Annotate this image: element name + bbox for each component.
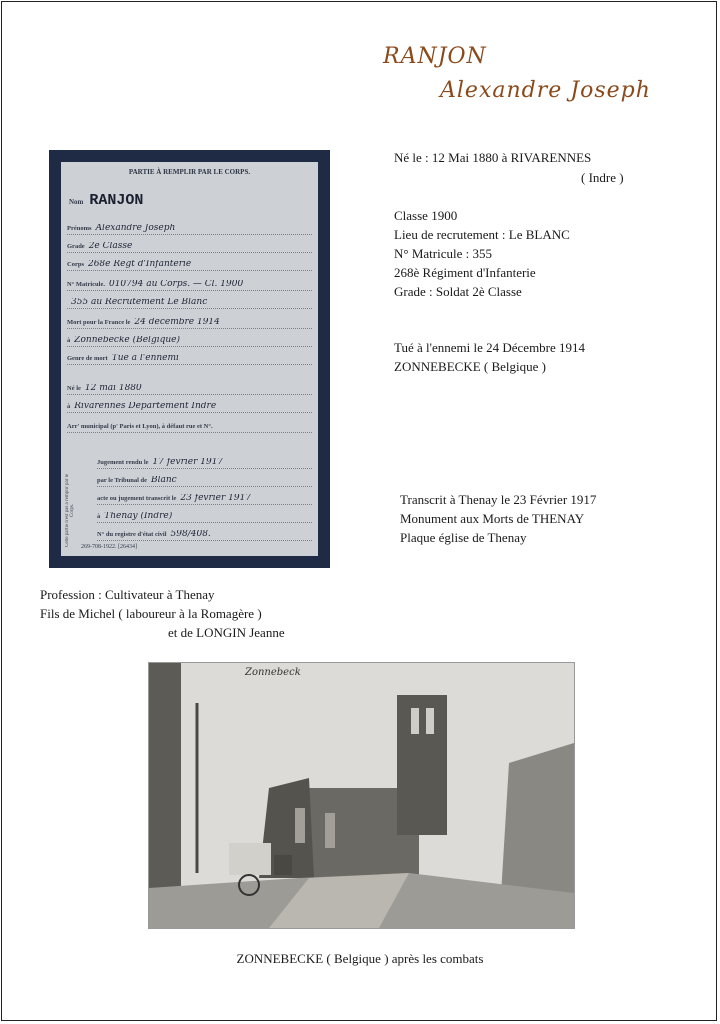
card-row-value: 2e Classe [88, 242, 133, 251]
card-row [97, 530, 312, 541]
card-row-label: Corps [67, 261, 84, 268]
card-row [67, 354, 312, 365]
card-row [67, 336, 312, 347]
card-row-value: Zonnebecke (Belgique) [74, 336, 180, 345]
card-row-value: 598/408. [170, 530, 211, 539]
card-row [67, 422, 312, 433]
card-footer: 269-708-1922. [26434] [81, 544, 137, 550]
card-row [67, 280, 312, 291]
memorial-line-3: Plaque église de Thenay [400, 530, 527, 545]
nave-window-1 [325, 813, 335, 848]
card-row [67, 318, 312, 329]
profession-line: Profession : Cultivateur à Thenay [40, 587, 215, 602]
father-line: Fils de Michel ( laboureur à la Romagère ) [40, 606, 262, 621]
card-row-value: Rivarennes Département Indre [74, 402, 217, 411]
card-row-label: N° du registre d'état civil [97, 531, 167, 538]
mother-line: et de LONGIN Jeanne [168, 625, 285, 640]
card-row [67, 242, 312, 253]
card-name-row [69, 192, 143, 209]
card-row-label: acte ou jugement transcrit le [97, 495, 177, 502]
card-name-value: RANJON [89, 192, 144, 209]
card-row [97, 494, 312, 505]
card-row [97, 458, 312, 469]
given-names-title: Alexandre Joseph [440, 78, 651, 103]
matricule-line: N° Matricule : 355 [394, 246, 492, 261]
card-row-label: à [67, 403, 71, 410]
memorial-line-1: Transcrit à Thenay le 23 Février 1917 [400, 492, 597, 507]
card-row [67, 260, 312, 271]
classe-line: Classe 1900 [394, 208, 458, 223]
card-row-label: à [97, 513, 101, 520]
card-row-value: Tué à l'ennemi [111, 354, 179, 363]
card-row-value: Alexandre Joseph [95, 224, 176, 233]
card-row-label: Genre de mort [67, 355, 108, 362]
card-row-value: 12 mai 1880 [84, 384, 142, 393]
tower-window-1 [411, 708, 419, 734]
card-row-value: 17 février 1917 [152, 458, 224, 467]
card-row-label: Prénoms [67, 225, 92, 232]
tower-window-2 [426, 708, 434, 734]
ruined-church-illustration [149, 663, 574, 928]
card-row-value: 355 au Recrutement Le Blanc [71, 298, 208, 307]
death-line-1: Tué à l'ennemi le 24 Décembre 1914 [394, 340, 586, 355]
card-row-value: 010794 au Corps. — Cl. 1900 [108, 280, 244, 289]
card-row-label: Jugement rendu le [97, 459, 149, 466]
card-row [67, 402, 312, 413]
card-row-label: Mort pour la France le [67, 319, 131, 326]
recrutement-line: Lieu de recrutement : Le BLANC [394, 227, 570, 242]
memorial-line-2: Monument aux Morts de THENAY [400, 511, 585, 526]
horse [274, 855, 292, 875]
ruined-church-photo [148, 662, 575, 929]
card-row [67, 224, 312, 235]
birth-line-2: ( Indre ) [581, 170, 624, 185]
card-row [67, 298, 312, 309]
card-row-value: Thenay (Indre) [104, 512, 173, 521]
card-row-label: Né le [67, 385, 81, 392]
card-vertical-note: Cette partie n'est pas à remplir par le Corps. [65, 473, 75, 547]
church-tower [397, 695, 447, 835]
card-row-value: Blanc [151, 476, 177, 485]
card-row-label: Grade [67, 243, 85, 250]
death-line-2: ZONNEBECKE ( Belgique ) [394, 359, 547, 374]
grade-line: Grade : Soldat 2è Classe [394, 284, 522, 299]
nave-window-2 [295, 808, 305, 843]
photo-caption: ZONNEBECKE ( Belgique ) après les combats [236, 951, 484, 966]
card-row-label: Arr' municipal (p' Paris et Lyon), à défaut rue et N°. [67, 423, 213, 430]
card-row-value: 23 février 1917 [180, 494, 252, 503]
surname-title: RANJON [383, 44, 487, 69]
card-row [97, 476, 312, 487]
card-row-value: 24 décembre 1914 [134, 318, 220, 327]
card-row-label: par le Tribunal de [97, 477, 148, 484]
birth-line-1: Né le : 12 Mai 1880 à RIVARENNES [394, 150, 592, 165]
photo-handwritten-note: Zonnebeck [245, 667, 301, 678]
death-record-card-paper [61, 162, 318, 556]
card-name-label: Nom [69, 198, 84, 206]
death-record-card [49, 150, 330, 568]
card-heading: PARTIE À REMPLIR PAR LE CORPS. [128, 168, 251, 176]
cart-cover [229, 843, 271, 875]
card-row-value: 268e Régt d'Infanterie [87, 260, 192, 269]
card-row-label: à [67, 337, 71, 344]
card-row [97, 512, 312, 523]
card-row-label: N° Matricule. [67, 281, 105, 288]
card-row [67, 384, 312, 395]
regiment-line: 268è Régiment d'Infanterie [394, 265, 536, 280]
